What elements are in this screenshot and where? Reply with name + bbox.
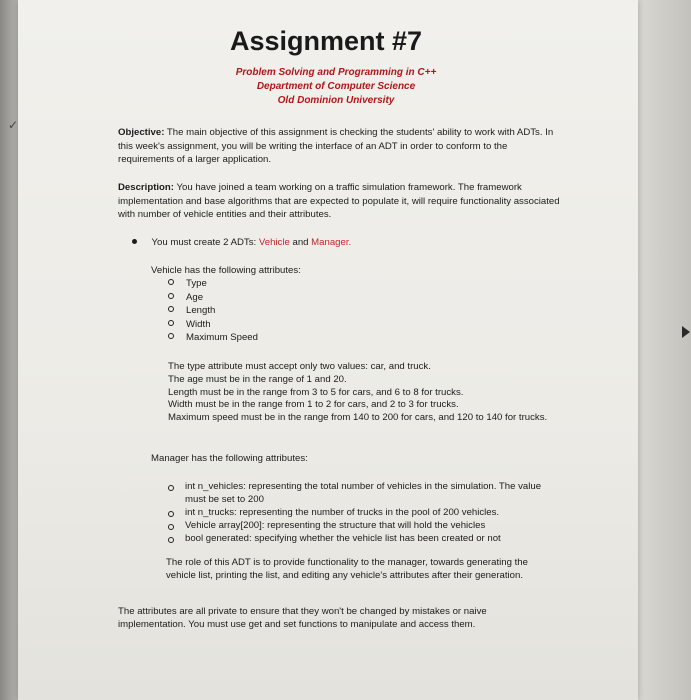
course-name: Problem Solving and Programming in C++ xyxy=(235,67,437,78)
list-item: bool generated: specifying whether the vehicle list has been created or not xyxy=(168,533,553,546)
list-item: Length xyxy=(168,304,215,318)
circle-bullet-icon xyxy=(168,320,174,326)
circle-bullet-icon xyxy=(168,537,174,543)
constraint-line: Width must be in the range from 1 to 2 for cars, and 2 to 3 for trucks. xyxy=(168,399,459,411)
constraint-line: Maximum speed must be in the range from 140 to 200 for cars, and 120 to 140 for trucks. xyxy=(168,412,548,424)
circle-bullet-icon xyxy=(168,306,174,312)
objective-paragraph xyxy=(118,126,564,167)
manager-role-paragraph: The role of this ADT is to provide functionality to the manager, towards generating the vehicle list, printing the list, and editing any vehicle's attributes after their generation. xyxy=(166,557,528,581)
vehicle-heading: Vehicle has the following attributes: xyxy=(151,265,301,276)
list-item: Vehicle array[200]: representing the structure that will hold the vehicles xyxy=(168,520,553,533)
constraint-line: Length must be in the range from 3 to 5 for cars, and 6 to 8 for trucks. xyxy=(168,386,464,398)
bullet-and: and xyxy=(292,237,309,248)
objective-label: Objective: xyxy=(118,127,165,138)
constraint-line: The age must be in the range of 1 and 20. xyxy=(168,373,347,385)
adt-vehicle-name: Vehicle xyxy=(258,237,290,248)
list-item: int n_trucks: representing the number of trucks in the pool of 200 vehicles. xyxy=(168,507,553,520)
manager-heading: Manager has the following attributes: xyxy=(151,453,308,464)
university-name: Old Dominion University xyxy=(277,95,395,106)
list-item: Age xyxy=(168,291,203,305)
description-paragraph xyxy=(118,181,564,222)
circle-bullet-icon xyxy=(168,333,174,339)
cursor-arrow-icon xyxy=(682,326,690,338)
circle-bullet-icon xyxy=(168,485,174,491)
list-item: Width xyxy=(168,318,211,332)
description-label: Description: xyxy=(118,182,174,193)
circle-bullet-icon xyxy=(168,511,174,517)
list-item: Type xyxy=(168,277,207,291)
constraint-line: The type attribute must accept only two values: car, and truck. xyxy=(168,361,431,372)
department-name: Department of Computer Science xyxy=(256,81,416,92)
objective-text: The main objective of this assignment is checking the students' ability to work with ADTs. In this week's assignment, you will be writing the interface of an ADT in order to conform to the requirements of a larger application. xyxy=(118,127,554,166)
list-item: Maximum Speed xyxy=(168,331,258,345)
page-title: Assignment #7 xyxy=(229,26,423,56)
bullet-prefix: You must create 2 ADTs: xyxy=(151,237,257,248)
list-item: int n_vehicles: representing the total number of vehicles in the simulation. The value must be set to 200 xyxy=(168,481,553,507)
circle-bullet-icon xyxy=(168,293,174,299)
vehicle-constraints xyxy=(168,361,558,425)
adt-bullet xyxy=(132,237,351,248)
footer-paragraph: The attributes are all private to ensure that they won't be changed by mistakes or naive implementation. You must use get and set functions to manipulate and access them. xyxy=(118,606,487,630)
circle-bullet-icon xyxy=(168,524,174,530)
pen-mark-icon: ✓ xyxy=(8,118,19,132)
bullet-icon xyxy=(132,239,137,244)
adt-manager-name: Manager. xyxy=(311,237,352,248)
circle-bullet-icon xyxy=(168,279,174,285)
description-text: You have joined a team working on a traffic simulation framework. The framework implementation and base algorithms that are expected to populate it, will require functionality associated with number of vehicle entities and their attributes. xyxy=(118,182,560,221)
